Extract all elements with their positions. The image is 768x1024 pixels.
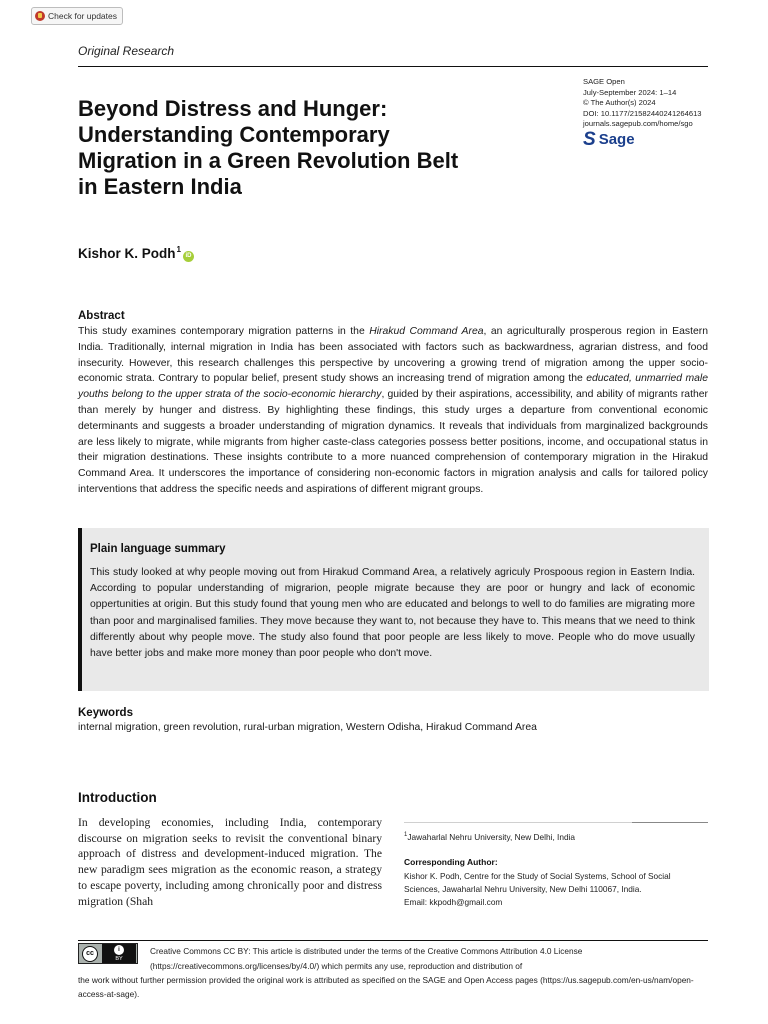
abstract-text-part: , guided by their aspirations, accessibility, and ability of migrants rather than merely by hunger and distress. By highlighting these findings, this study urges a departure from conventional economic determinants and suggests a broader understanding of migration dynamics. It reveals that individuals from marginalized backgrounds are less likely to migrate, while migrants from higher caste-class categories possess better positions, income, and occupational status in their migration destinations. These insights contribute to a more nuanced comprehension of contemporary migration in the Hirakud Command Area. It underscores the importance of considering non-economic factors in migration analysis and calls for tailored policy interventions that address the specific needs and aspirations of different migrant groups. (78, 389, 708, 495)
journal-url-link[interactable]: journals.sagepub.com/home/sgo (583, 119, 693, 128)
license-text-line1: Creative Commons CC BY: This article is distributed under the terms of the Creative Commons Attribution 4.0 License (150, 946, 583, 956)
affiliation-marker: 1 (404, 832, 408, 839)
sage-logo[interactable] (583, 128, 635, 150)
keywords-heading: Keywords (78, 707, 133, 719)
copyright: © The Author(s) 2024 (583, 98, 656, 107)
journal-name: SAGE Open (583, 77, 625, 86)
author-affiliation-marker: 1 (176, 245, 181, 254)
abstract-emphasis: educated, unmarried male youths belong to the upper strata of the socio-economic hierarchy (78, 373, 709, 401)
corresponding-author-heading: Corresponding Author: (404, 857, 498, 867)
header-divider (78, 66, 708, 67)
author-name[interactable]: Kishor K. Podh (78, 246, 176, 261)
sage-logo-text: Sage (598, 131, 635, 148)
article-type: Original Research (78, 44, 175, 58)
corresponding-author-text: Kishor K. Podh, Centre for the Study of Social Systems, School of Social Sciences, Jawaharlal Nehru University, New Delhi 110067, India. (404, 871, 671, 894)
attribution-icon (102, 944, 136, 963)
author-line (78, 246, 194, 262)
keywords-list: internal migration, green revolution, rural-urban migration, Western Odisha, Hirakud Command Area (78, 722, 537, 733)
summary-accent-bar (78, 528, 82, 691)
abstract-heading: Abstract (78, 310, 125, 322)
journal-issue: July-September 2024: 1–14 (583, 87, 677, 97)
creative-commons-icon: cc (82, 946, 98, 962)
check-for-updates-label: Check for updates (48, 11, 117, 21)
doi-link[interactable]: DOI: 10.1177/21582440241264613 (583, 108, 702, 118)
license-text-rest: the work without further permission provided the original work is attributed as specified on the SAGE and Open Access pages (https://us.sagepub.com/en-us/nam/open-access-at-sage). (78, 975, 694, 999)
footnote-divider-light (404, 822, 632, 823)
abstract-text (78, 324, 708, 498)
plain-language-summary-heading: Plain language summary (90, 543, 226, 555)
attribution-person-icon: i (114, 945, 124, 955)
article-title: Beyond Distress and Hunger: Understanding Contemporary Migration in a Green Revolution Belt in Eastern India (78, 96, 459, 199)
affiliation-text: Jawaharlal Nehru University, New Delhi, India (407, 832, 576, 842)
sage-s-icon: S (583, 128, 596, 150)
plain-language-summary-text: This study looked at why people moving out from Hirakud Command Area, a relatively agriculy Prospoous region in Eastern India. According to popular understanding of migrarion, people migrate because they are poor or hungry and lack of economic oppertunities at origin. But this study found that young men who are educated and belongs to well to do families are migrating more than poor and marginalised families. They move because they want to, not because they have to. This means that we need to think differently about why people move. The study also found that poor people are less likely to move. People who do move usually have better jobs and make more money than poor people who don't move. (90, 567, 695, 660)
affiliation-footnote (404, 832, 575, 842)
abstract-text-part: This study examines contemporary migration patterns in the (78, 326, 370, 337)
orcid-icon[interactable]: iD (183, 251, 194, 262)
abstract-text-part: , an agriculturally prosperous region in Eastern India. Traditionally, internal migration in India has been associated with factors such as backwardness, agrarian distress, and food insecurity. However, this research challenges this perspective by uncovering a growing trend of migration among the upper socio-economic strata. Contrary to popular belief, present study shows an increasing trend of migration among the (78, 326, 708, 385)
abstract-emphasis: Hirakud Command Area (369, 326, 484, 337)
corresponding-email-link[interactable]: Email: kkpodh@gmail.com (404, 897, 503, 907)
introduction-heading: Introduction (78, 790, 157, 805)
by-label: BY (115, 956, 123, 962)
journal-info (583, 77, 702, 130)
corresponding-author-info (404, 870, 708, 909)
footer-divider (78, 940, 708, 941)
license-text-line2: (https://creativecommons.org/licenses/by/4.0/) which permits any use, reproduction and distribution of (150, 961, 523, 971)
check-for-updates-button[interactable] (31, 7, 123, 25)
footnote-divider (632, 822, 708, 823)
crossmark-icon (35, 11, 45, 21)
introduction-text: In developing economies, including India, contemporary discourse on migration seeks to revisit the conventional binary approach of distress and development-induced migration. The new paradigm sees migration as the economic reason, a strategy to escape poverty, including among chronically poor and distress migration (Shah (78, 816, 382, 908)
cc-by-license-badge[interactable] (78, 943, 138, 964)
